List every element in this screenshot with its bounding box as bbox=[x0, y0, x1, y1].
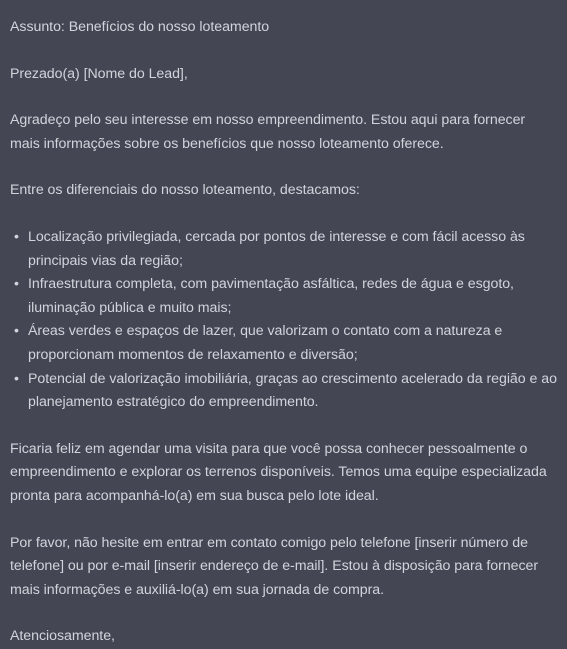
list-item-text: Áreas verdes e espaços de lazer, que valorizam o contato com a natureza e proporcionam momentos de relaxamento e diversão; bbox=[28, 323, 503, 363]
list-item-text: Localização privilegiada, cercada por pontos de interesse e com fácil acesso às principais vias da região; bbox=[28, 228, 525, 269]
bullet-icon: • bbox=[14, 276, 19, 293]
list-intro: Entre os diferenciais do nosso loteamento, destacamos: bbox=[10, 182, 360, 199]
list-item bbox=[10, 320, 557, 367]
email-intro-paragraph: Agradeço pelo seu interesse em nosso empreendimento. Estou aqui para fornecer mais informações sobre os benefícios que nosso loteamento oferece. bbox=[10, 112, 526, 152]
list-item bbox=[10, 226, 557, 273]
list-item bbox=[10, 368, 557, 415]
email-subject: Assunto: Benefícios do nosso loteamento bbox=[10, 19, 270, 35]
bullet-icon: • bbox=[14, 370, 19, 387]
list-item-text: Potencial de valorização imobiliária, graças ao crescimento acelerado da região e ao planejamento estratégico do empreendimento. bbox=[28, 370, 557, 411]
list-item-text: Infraestrutura completa, com pavimentação asfáltica, redes de água e esgoto, iluminação pública e muito mais; bbox=[28, 276, 514, 316]
bullet-icon: • bbox=[14, 228, 19, 245]
bullet-icon: • bbox=[14, 323, 19, 340]
contact-paragraph: Por favor, não hesite em entrar em contato comigo pelo telefone [inserir número de telefone] ou por e-mail [inserir endereço de e-mail]. Estou à disposição para fornecer mais informações e auxiliá-lo(a) em sua jornada de compra. bbox=[10, 534, 539, 598]
email-closing: Atenciosamente, bbox=[10, 628, 115, 645]
email-greeting: Prezado(a) [Nome do Lead], bbox=[10, 65, 188, 82]
list-item bbox=[10, 273, 557, 320]
visit-paragraph: Ficaria feliz em agendar uma visita para que você possa conhecer pessoalmente o empreendimento e explorar os terrenos disponíveis. Temos uma equipe especializada pronta para acompanhá-lo(a) em sua busca pelo lote ideal. bbox=[10, 440, 547, 504]
benefits-list bbox=[10, 226, 557, 415]
